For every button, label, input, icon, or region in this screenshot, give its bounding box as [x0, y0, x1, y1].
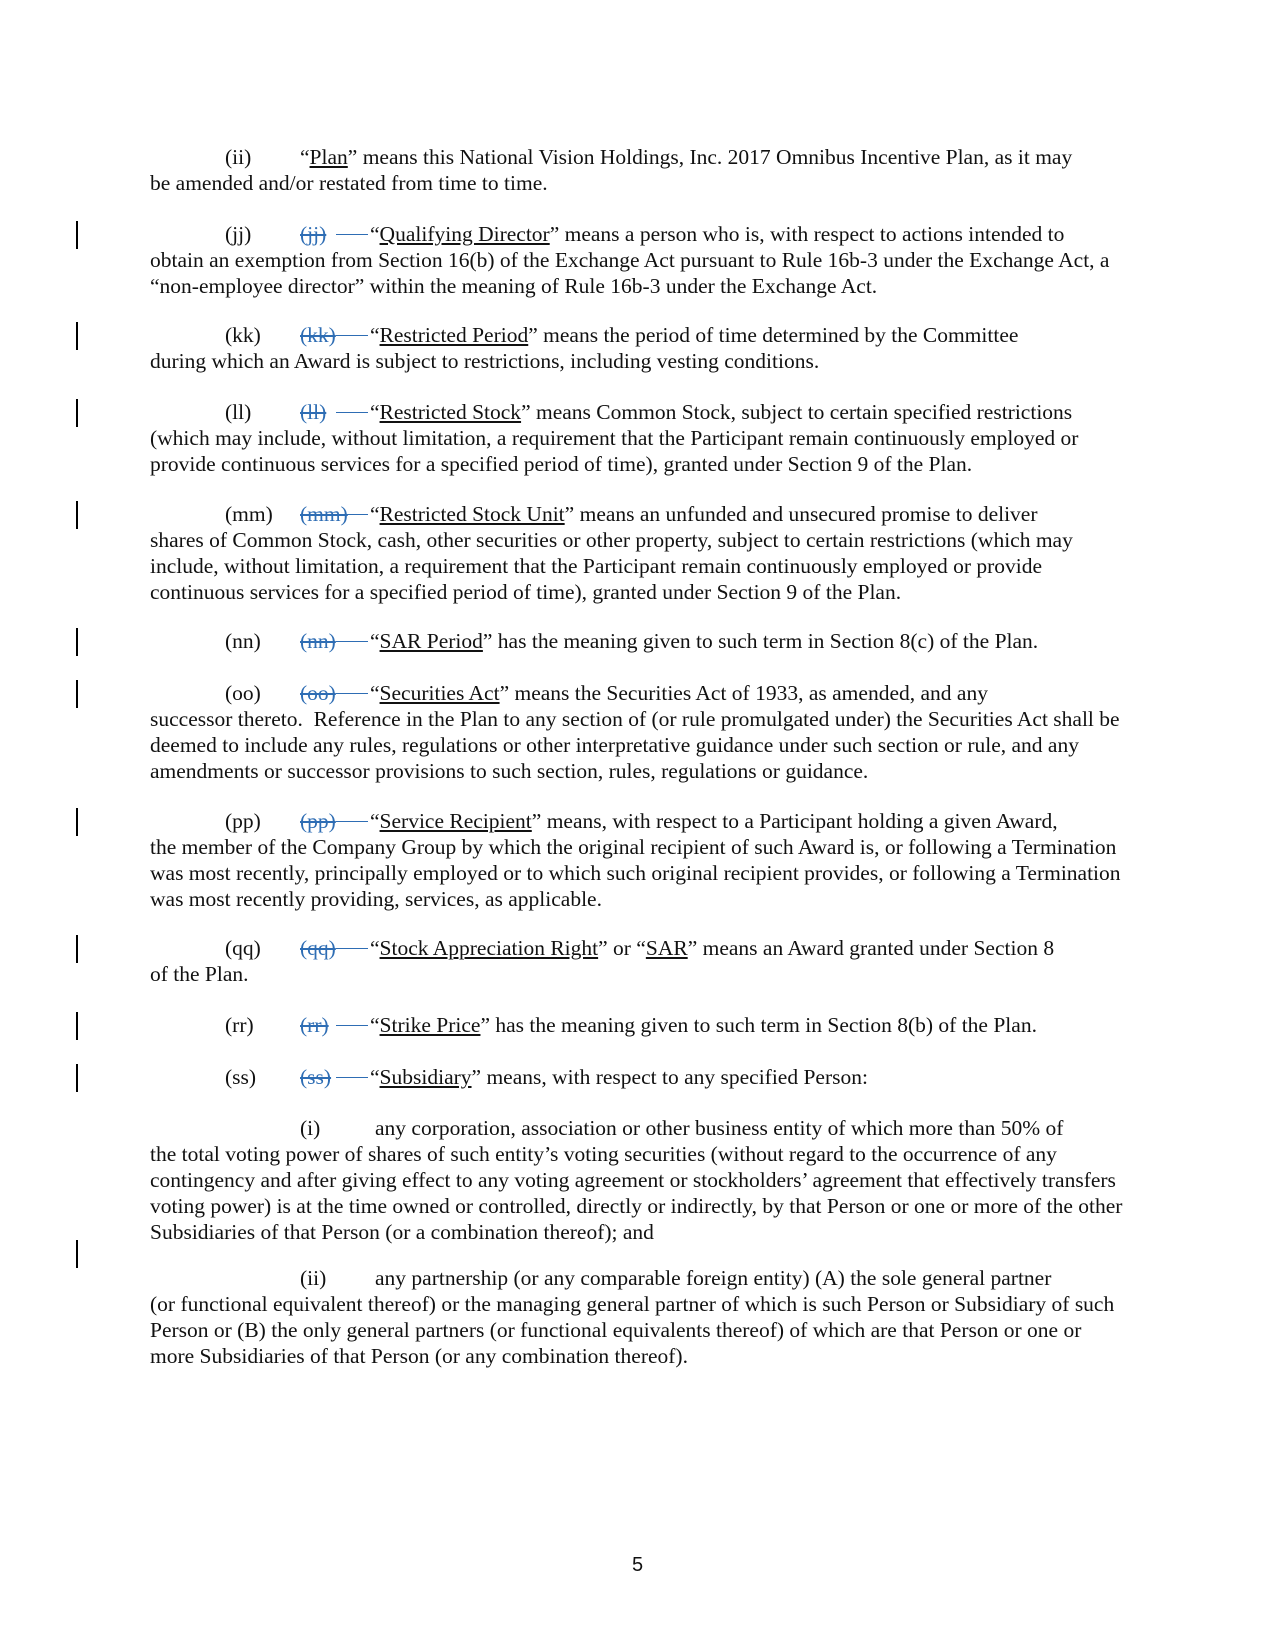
- deleted-label: (kk): [300, 322, 370, 348]
- paragraph-label: (qq): [225, 936, 261, 960]
- change-bar: [76, 221, 78, 249]
- defined-term: Plan: [309, 145, 348, 169]
- definition-plan: (ii) “Plan” means this National Vision Holdings, Inc. 2017 Omnibus Incentive Plan, as it may be amended and/or restated from time to time.: [150, 144, 1125, 196]
- definition-subsidiary: (ss) (ss) “Subsidiary” means, with respect to any specified Person:: [150, 1064, 1125, 1090]
- definition-restricted-stock: (ll) (ll) “Restricted Stock” means Common Stock, subject to certain specified restrictions (which may include, without limitation, a requirement that the Participant remain continuously employed or provide continuous services for a specified period of time), granted under Section 9 of the Plan.: [150, 399, 1125, 477]
- subsidiary-clause-i: [150, 1115, 1125, 1245]
- change-bar: [76, 935, 78, 963]
- paragraph-label: (mm): [225, 502, 273, 526]
- definition-restricted-period: (kk) (kk) “Restricted Period” means the period of time determined by the Committee during which an Award is subject to restrictions, including vesting conditions.: [150, 322, 1125, 374]
- deleted-label: (ll): [300, 399, 370, 425]
- deleted-label: (oo): [300, 680, 370, 706]
- definition-text: ” means a person who is, with respect to actions intended to: [549, 222, 1065, 246]
- change-bar: [76, 1240, 78, 1268]
- change-bar: [76, 1012, 78, 1040]
- change-bar: [76, 399, 78, 427]
- definition-text: ” means this National Vision Holdings, Inc. 2017 Omnibus Incentive Plan, as it may: [347, 145, 1073, 169]
- subsidiary-clause-ii: [150, 1265, 1125, 1369]
- deleted-label: (jj): [300, 221, 370, 247]
- definition-text-continued: shares of Common Stock, cash, other securities or other property, subject to certain restrictions (which may include, without limitation, a requirement that the Participant remain continuously employed or provide continuous services for a specified period of time), granted under Section 9 of the Plan.: [150, 528, 1073, 604]
- definition-text: ” means the period of time determined by the Committee: [528, 323, 1019, 347]
- definition-text: ” means, with respect to a Participant holding a given Award,: [531, 809, 1058, 833]
- definition-text: ” has the meaning given to such term in Section 8(c) of the Plan.: [482, 629, 1039, 653]
- definition-text: ” means an unfunded and unsecured promise to deliver: [564, 502, 1038, 526]
- definition-text: ” means Common Stock, subject to certain specified restrictions: [521, 400, 1073, 424]
- paragraph-label: (ll): [225, 400, 252, 424]
- sub-paragraph-text: any partnership (or any comparable foreign entity) (A) the sole general partner: [375, 1266, 1052, 1290]
- defined-term: SAR Period: [379, 629, 483, 653]
- paragraph-label: (oo): [225, 681, 261, 705]
- sub-paragraph-label: (ii): [300, 1266, 327, 1290]
- sub-paragraph-text: any corporation, association or other business entity of which more than 50% of: [375, 1116, 1064, 1140]
- change-bar: [76, 628, 78, 656]
- definition-stock-appreciation-right: (qq) (qq) “Stock Appreciation Right” or “SAR” means an Award granted under Section 8 of the Plan.: [150, 935, 1125, 987]
- definition-text: ” has the meaning given to such term in Section 8(b) of the Plan.: [480, 1013, 1037, 1037]
- paragraph-label: (ss): [225, 1065, 257, 1089]
- defined-term-alt: SAR: [645, 936, 688, 960]
- defined-term: Securities Act: [379, 681, 500, 705]
- paragraph-label: (pp): [225, 809, 261, 833]
- defined-term: Stock Appreciation Right: [379, 936, 599, 960]
- definition-text-continued: of the Plan.: [150, 962, 249, 986]
- paragraph-label: (jj): [225, 222, 252, 246]
- defined-term: Service Recipient: [379, 809, 532, 833]
- paragraph-label: (rr): [225, 1013, 254, 1037]
- defined-term: Restricted Stock Unit: [379, 502, 565, 526]
- paragraph-label: (nn): [225, 629, 261, 653]
- deleted-label: (qq): [300, 935, 370, 961]
- definition-text: ” means an Award granted under Section 8: [687, 936, 1055, 960]
- change-bar: [76, 322, 78, 350]
- definition-text: ” means the Securities Act of 1933, as amended, and any: [499, 681, 988, 705]
- paragraph-label: (ii): [225, 145, 252, 169]
- definition-text-continued: obtain an exemption from Section 16(b) of the Exchange Act pursuant to Rule 16b-3 under the Exchange Act, a “non-employee director” within the meaning of Rule 16b-3 under the Exchange Act.: [150, 248, 1110, 298]
- sub-paragraph-label: (i): [300, 1116, 321, 1140]
- sub-paragraph-text-continued: (or functional equivalent thereof) or the managing general partner of which is such Person or Subsidiary of such Person or (B) the only general partners (or functional equivalents thereof) of which are that Person or one or more Subsidiaries of that Person (or any combination thereof).: [150, 1292, 1115, 1368]
- defined-term: Restricted Period: [379, 323, 529, 347]
- paragraph-label: (kk): [225, 323, 261, 347]
- deleted-label: (pp): [300, 808, 370, 834]
- definition-text-continued: successor thereto. Reference in the Plan to any section of (or rule promulgated under) the Securities Act shall be deemed to include any rules, regulations or other interpretative guidance under such section or rule, and any amendments or successor provisions to such section, rules, regulations or guidance.: [150, 707, 1125, 783]
- change-bar: [76, 680, 78, 708]
- definition-text-continued: be amended and/or restated from time to time.: [150, 171, 548, 195]
- definition-connector: ” or “: [598, 936, 646, 960]
- defined-term: Strike Price: [379, 1013, 481, 1037]
- definition-text-continued: during which an Award is subject to restrictions, including vesting conditions.: [150, 349, 820, 373]
- definition-restricted-stock-unit: (mm) (mm) “Restricted Stock Unit” means an unfunded and unsecured promise to deliver shares of Common Stock, cash, other securities or other property, subject to certain restrictions (which may include, without limitation, a requirement that the Participant remain continuously employed or provide continuous services for a specified period of time), granted under Section 9 of the Plan.: [150, 501, 1125, 605]
- sub-paragraph-text-continued: the total voting power of shares of such entity’s voting securities (without regard to the occurrence of any contingency and after giving effect to any voting agreement or stockholders’ agreement that effectively transfers voting power) is at the time owned or controlled, directly or indirectly, by that Person or one or more of the other Subsidiaries of that Person (or a combination thereof); and: [150, 1142, 1123, 1244]
- deleted-label: (rr): [300, 1012, 370, 1038]
- definition-strike-price: (rr) (rr) “Strike Price” has the meaning given to such term in Section 8(b) of the Plan.: [150, 1012, 1125, 1038]
- deleted-label: (ss): [300, 1064, 370, 1090]
- definition-sar-period: (nn) (nn) “SAR Period” has the meaning given to such term in Section 8(c) of the Plan.: [150, 628, 1125, 654]
- deleted-label: (nn): [300, 628, 370, 654]
- definition-securities-act: (oo) (oo) “Securities Act” means the Securities Act of 1933, as amended, and any successor thereto. Reference in the Plan to any section of (or rule promulgated under) the Securities Act shall be deemed to include any rules, regulations or other interpretative guidance under such section or rule, and any amendments or successor provisions to such section, rules, regulations or guidance.: [150, 681, 1125, 783]
- definition-text-continued: (which may include, without limitation, a requirement that the Participant remain continuously employed or provide continuous services for a specified period of time), granted under Section 9 of the Plan.: [150, 426, 1079, 476]
- defined-term: Qualifying Director: [379, 222, 550, 246]
- defined-term: Subsidiary: [379, 1065, 472, 1089]
- definition-service-recipient: (pp) (pp) “Service Recipient” means, with respect to a Participant holding a given Award, the member of the Company Group by which the original recipient of such Award is, or following a Termination was most recently, principally employed or to which such original recipient provides, or following a Termination was most recently providing, services, as applicable.: [150, 808, 1125, 912]
- change-bar: [76, 1064, 78, 1092]
- defined-term: Restricted Stock: [379, 400, 522, 424]
- definition-text: ” means, with respect to any specified Person:: [471, 1065, 868, 1089]
- definition-qualifying-director: (jj) (jj) “Qualifying Director” means a person who is, with respect to actions intended to obtain an exemption from Section 16(b) of the Exchange Act pursuant to Rule 16b-3 under the Exchange Act, a “non-employee director” within the meaning of Rule 16b-3 under the Exchange Act.: [150, 221, 1125, 299]
- change-bar: [76, 501, 78, 529]
- page-number: 5: [631, 1554, 644, 1576]
- deleted-label: (mm): [300, 501, 370, 527]
- definition-text-continued: the member of the Company Group by which the original recipient of such Award is, or following a Termination was most recently, principally employed or to which such original recipient provides, or following a Termination was most recently providing, services, as applicable.: [150, 835, 1121, 911]
- change-bar: [76, 808, 78, 836]
